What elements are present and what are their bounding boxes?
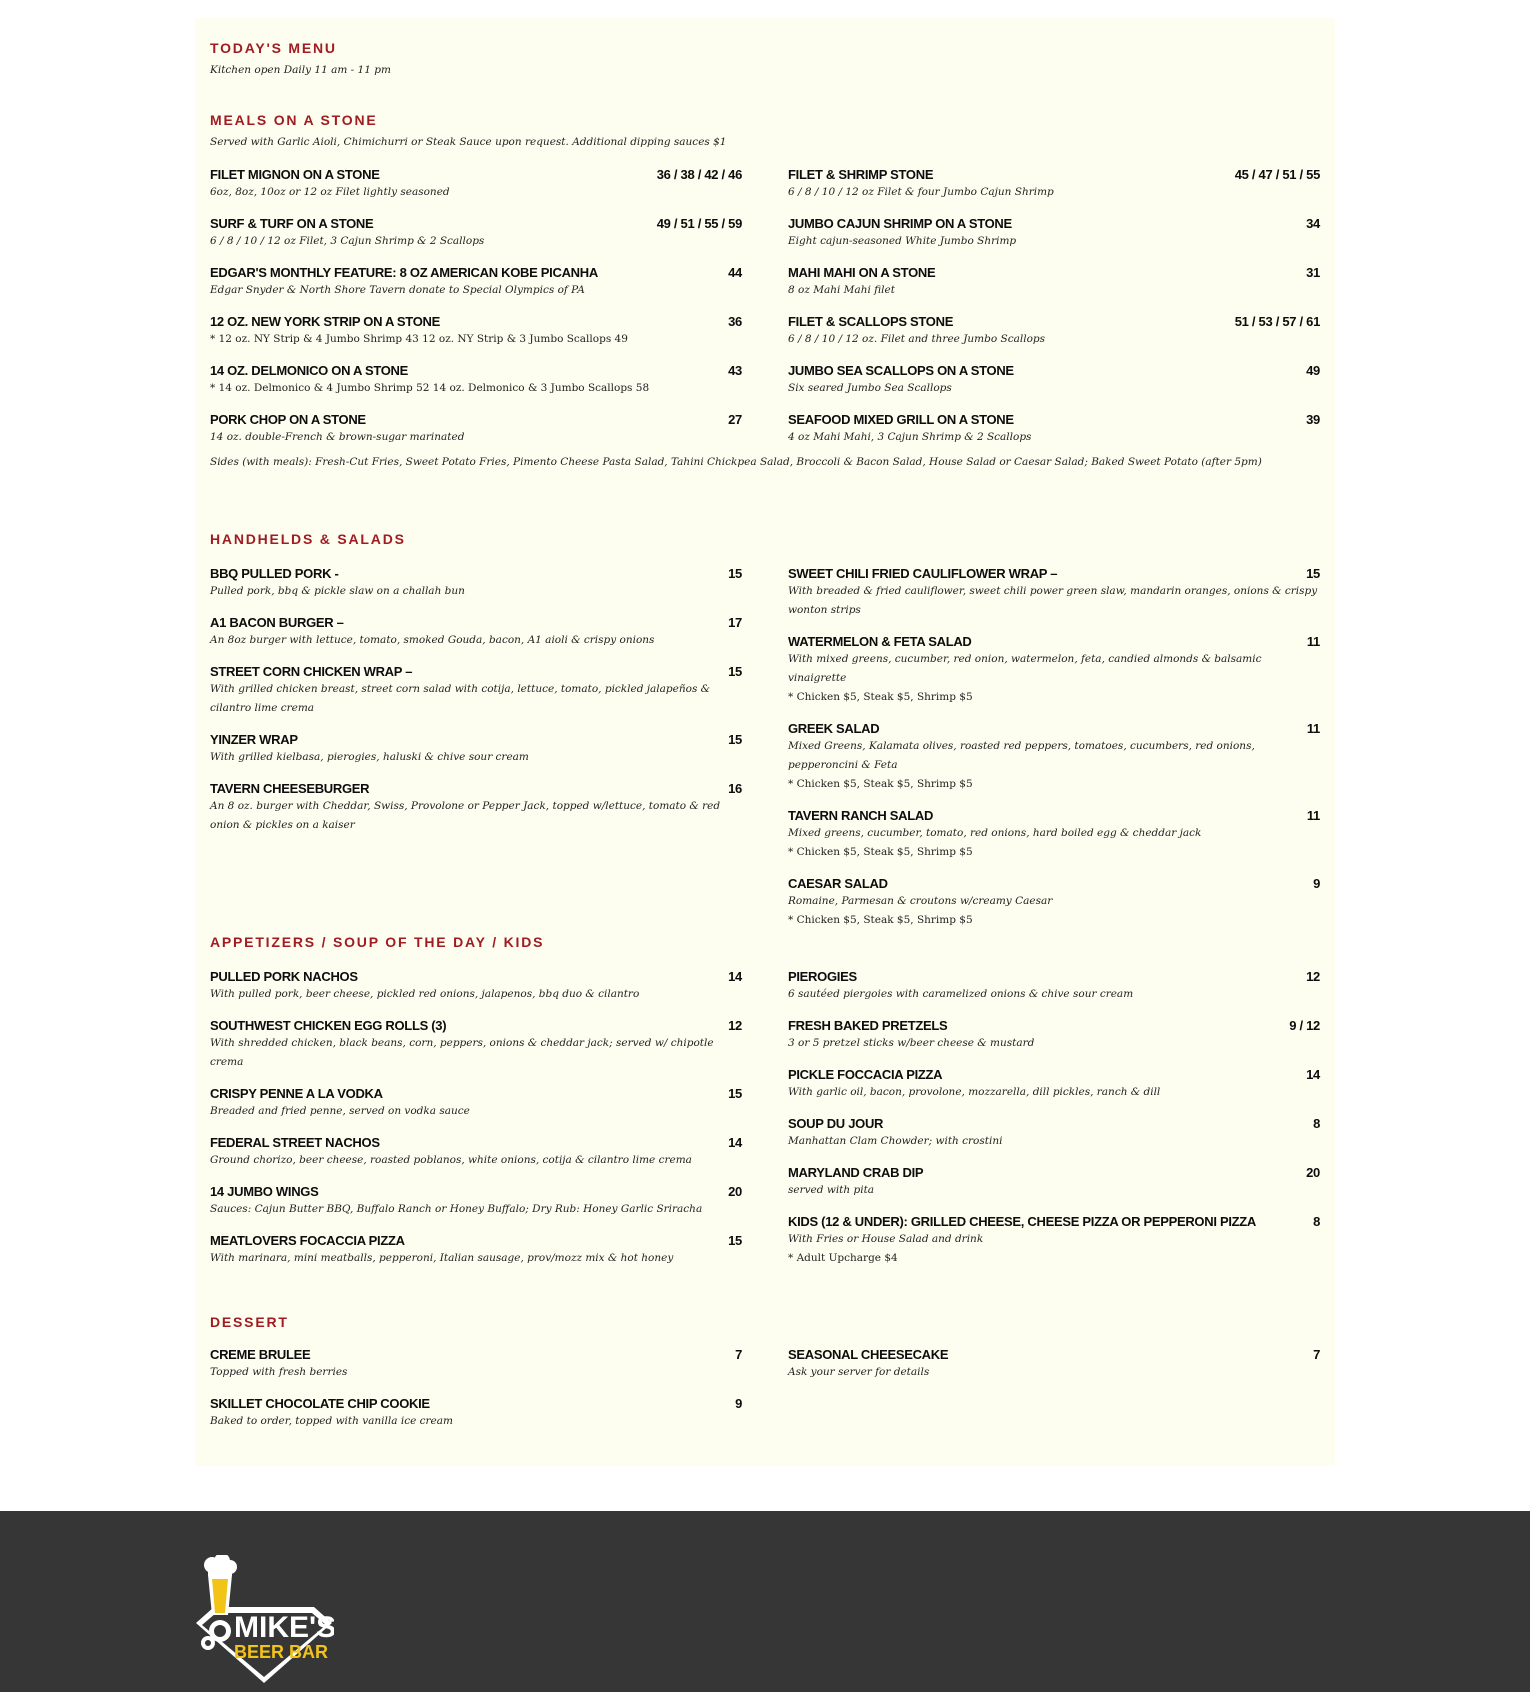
menu-item-header	[210, 1183, 742, 1200]
menu-item-name: PIEROGIES	[788, 969, 857, 984]
menu-item-addon: * Adult Upcharge $4	[788, 1252, 898, 1264]
menu-item-description: With marinara, mini meatballs, pepperoni, Italian sausage, prov/mozz mix & hot honey	[210, 1252, 674, 1264]
section-dessert	[210, 1314, 1320, 1444]
menu-item-name: A1 BACON BURGER –	[210, 615, 344, 630]
mikes-beer-bar-logo[interactable]	[194, 1555, 334, 1685]
menu-item-description: Romaine, Parmesan & croutons w/creamy Caesar	[788, 895, 1053, 907]
menu-item-header	[210, 780, 742, 797]
menu-item-price: 20	[1306, 1165, 1320, 1180]
menu-item-price: 49	[1306, 363, 1320, 378]
section-meals	[210, 112, 1320, 468]
menu-item-description: With shredded chicken, black beans, corn, peppers, onions & cheddar jack; served w/ chipotle crema	[210, 1037, 714, 1068]
menu-item-header	[210, 1017, 742, 1034]
menu-item-header	[210, 1134, 742, 1151]
menu-item	[788, 1164, 1320, 1200]
menu-item-name: PICKLE FOCCACIA PIZZA	[788, 1067, 943, 1082]
menu-item-price: 11	[1306, 721, 1320, 736]
menu-item	[788, 362, 1320, 398]
menu-item-name: PULLED PORK NACHOS	[210, 969, 358, 984]
menu-item-price: 49 / 51 / 55 / 59	[656, 216, 742, 231]
menu-item-description: 8 oz Mahi Mahi filet	[788, 284, 895, 296]
menu-item-header	[210, 411, 742, 428]
menu-item-addon: * Chicken $5, Steak $5, Shrimp $5	[788, 778, 973, 790]
menu-item-price: 7	[735, 1347, 742, 1362]
menu-item-description: 6 / 8 / 10 / 12 oz. Filet and three Jumbo Scallops	[788, 333, 1045, 345]
menu-item-price: 36 / 38 / 42 / 46	[656, 167, 742, 182]
menu-item	[788, 313, 1320, 349]
menu-item-header	[788, 313, 1320, 330]
section-title: DESSERT	[210, 1314, 289, 1330]
menu-item-description: Eight cajun-seasoned White Jumbo Shrimp	[788, 235, 1017, 247]
menu-item	[788, 875, 1320, 930]
menu-item-description: Edgar Snyder & North Shore Tavern donate to Special Olympics of PA	[210, 284, 585, 296]
menu-item-name: STREET CORN CHICKEN WRAP –	[210, 664, 413, 679]
menu-item-name: 12 OZ. NEW YORK STRIP ON A STONE	[210, 314, 440, 329]
site-footer	[0, 1511, 1530, 1692]
menu-item-name: SOUTHWEST CHICKEN EGG ROLLS (3)	[210, 1018, 447, 1033]
menu-item-name: SOUP DU JOUR	[788, 1116, 884, 1131]
menu-item-price: 45 / 47 / 51 / 55	[1234, 167, 1320, 182]
menu-item-description: An 8 oz. burger with Cheddar, Swiss, Provolone or Pepper Jack, topped w/lettuce, tomato & red onion & pickles on a kaiser	[210, 800, 721, 831]
menu-item	[788, 1115, 1320, 1151]
menu-item-name: 14 OZ. DELMONICO ON A STONE	[210, 363, 408, 378]
menu-item-price: 15	[728, 566, 742, 581]
menu-item-name: JUMBO SEA SCALLOPS ON A STONE	[788, 363, 1014, 378]
menu-item-price: 36	[728, 314, 742, 329]
menu-item-description: 4 oz Mahi Mahi, 3 Cajun Shrimp & 2 Scallops	[788, 431, 1032, 443]
menu-item-name: JUMBO CAJUN SHRIMP ON A STONE	[788, 216, 1012, 231]
menu-item-header	[788, 565, 1320, 582]
menu-item-price: 34	[1306, 216, 1320, 231]
menu-item	[210, 313, 742, 349]
section-appetizers	[210, 934, 1320, 1281]
menu-item-price: 27	[728, 412, 742, 427]
logo-name-text: MIKE'S	[234, 1611, 334, 1644]
menu-item	[210, 411, 742, 447]
menu-item-header	[788, 1164, 1320, 1181]
menu-item-description: Pulled pork, bbq & pickle slaw on a challah bun	[210, 585, 465, 597]
menu-item	[788, 1017, 1320, 1053]
menu-item	[788, 807, 1320, 862]
menu-item-name: SWEET CHILI FRIED CAULIFLOWER WRAP –	[788, 566, 1058, 581]
menu-item-price: 11	[1306, 808, 1320, 823]
menu-item-description: 6oz, 8oz, 10oz or 12 oz Filet lightly seasoned	[210, 186, 450, 198]
menu-item-price: 15	[728, 1233, 742, 1248]
menu-item-description: Ground chorizo, beer cheese, roasted poblanos, white onions, cotija & cilantro lime crema	[210, 1154, 692, 1166]
menu-item	[210, 1183, 742, 1219]
menu-item-header	[210, 264, 742, 281]
menu-item-header	[788, 720, 1320, 737]
section-note: Served with Garlic Aioli, Chimichurri or Steak Sauce upon request. Additional dipping sauces $1	[210, 136, 727, 148]
menu-item-name: CAESAR SALAD	[788, 876, 888, 891]
menu-item-price: 7	[1313, 1347, 1320, 1362]
menu-item	[788, 215, 1320, 251]
sides-note: Sides (with meals): Fresh-Cut Fries, Sweet Potato Fries, Pimento Cheese Pasta Salad, Tahini Chickpea Salad, Broccoli & Bacon Salad, House Salad or Caesar Salad; Baked Sweet Potato (after 5pm)	[210, 456, 1262, 468]
menu-item	[788, 411, 1320, 447]
beer-glass-logo-icon	[194, 1555, 334, 1685]
menu-item	[210, 1085, 742, 1121]
menu-item-description: 3 or 5 pretzel sticks w/beer cheese & mustard	[788, 1037, 1035, 1049]
menu-item	[210, 1232, 742, 1268]
menu-item-price: 8	[1313, 1116, 1320, 1131]
menu-item	[788, 633, 1320, 707]
handhelds-left-column	[210, 565, 742, 943]
menu-item-name: PORK CHOP ON A STONE	[210, 412, 366, 427]
menu-item-name: TAVERN RANCH SALAD	[788, 808, 934, 823]
menu-item-description: Manhattan Clam Chowder; with crostini	[788, 1135, 1003, 1147]
menu-item-description: served with pita	[788, 1184, 875, 1196]
menu-item-description: 6 / 8 / 10 / 12 oz Filet & four Jumbo Cajun Shrimp	[788, 186, 1054, 198]
menu-item-header	[788, 1115, 1320, 1132]
menu-item-price: 15	[1306, 566, 1320, 581]
menu-item-price: 12	[728, 1018, 742, 1033]
menu-item-description: Mixed Greens, Kalamata olives, roasted red peppers, tomatoes, cucumbers, red onions, pepperoncini & Feta	[788, 740, 1255, 771]
menu-item-price: 31	[1306, 265, 1320, 280]
menu-item-header	[210, 1346, 742, 1363]
menu-item-name: FILET & SCALLOPS STONE	[788, 314, 954, 329]
menu-item-name: YINZER WRAP	[210, 732, 298, 747]
menu-item-header	[788, 1213, 1320, 1230]
menu-item-price: 11	[1306, 634, 1320, 649]
section-title: HANDHELDS & SALADS	[210, 531, 406, 547]
menu-item	[788, 264, 1320, 300]
menu-item-name: MARYLAND CRAB DIP	[788, 1165, 924, 1180]
menu-item-description: 6 / 8 / 10 / 12 oz Filet, 3 Cajun Shrimp & 2 Scallops	[210, 235, 485, 247]
menu-item-header	[210, 1085, 742, 1102]
menu-item	[210, 731, 742, 767]
menu-item	[788, 1346, 1320, 1382]
menu-item-name: KIDS (12 & UNDER): GRILLED CHEESE, CHEESE PIZZA OR PEPPERONI PIZZA	[788, 1214, 1256, 1229]
menu-item-header	[788, 215, 1320, 232]
menu-item-addon: * 14 oz. Delmonico & 4 Jumbo Shrimp 52 14 oz. Delmonico & 3 Jumbo Scallops 58	[210, 382, 650, 394]
menu-item-description: With pulled pork, beer cheese, pickled red onions, jalapenos, bbq duo & cilantro	[210, 988, 640, 1000]
menu-item-description: Six seared Jumbo Sea Scallops	[788, 382, 952, 394]
menu-item	[788, 565, 1320, 620]
menu-item-name: MAHI MAHI ON A STONE	[788, 265, 936, 280]
menu-item-header	[788, 633, 1320, 650]
menu-item-name: BBQ PULLED PORK -	[210, 566, 339, 581]
menu-item	[788, 166, 1320, 202]
menu-item-description: With mixed greens, cucumber, red onion, watermelon, feta, candied almonds & balsamic vinaigrette	[788, 653, 1262, 684]
menu-item-addon: * Chicken $5, Steak $5, Shrimp $5	[788, 846, 973, 858]
menu-item-name: MEATLOVERS FOCACCIA PIZZA	[210, 1233, 405, 1248]
meals-left-column	[210, 166, 742, 460]
menu-item	[210, 663, 742, 718]
menu-item	[788, 720, 1320, 794]
menu-item-header	[210, 968, 742, 985]
menu-item-header	[210, 166, 742, 183]
menu-item-price: 17	[728, 615, 742, 630]
menu-item-description: 14 oz. double-French & brown-sugar marinated	[210, 431, 465, 443]
menu-item-header	[210, 362, 742, 379]
menu-item-header	[788, 968, 1320, 985]
menu-item-header	[210, 565, 742, 582]
menu-item-header	[210, 663, 742, 680]
menu-item	[788, 1213, 1320, 1268]
menu-item-description: With garlic oil, bacon, provolone, mozzarella, dill pickles, ranch & dill	[788, 1086, 1161, 1098]
menu-item	[210, 565, 742, 601]
logo-subtitle-text: BEER BAR	[234, 1642, 329, 1662]
appetizers-left-column	[210, 968, 742, 1281]
kitchen-hours: Kitchen open Daily 11 am - 11 pm	[210, 64, 391, 76]
menu-item-description: With breaded & fried cauliflower, sweet chili power green slaw, mandarin oranges, onions & crispy wonton strips	[788, 585, 1318, 616]
menu-item-header	[788, 411, 1320, 428]
handhelds-right-column	[788, 565, 1320, 943]
menu-item-header	[788, 166, 1320, 183]
meals-right-column	[788, 166, 1320, 460]
menu-item-name: TAVERN CHEESEBURGER	[210, 781, 370, 796]
menu-panel	[195, 18, 1335, 1466]
menu-item-description: Ask your server for details	[788, 1366, 930, 1378]
menu-item-description: Breaded and fried penne, served on vodka sauce	[210, 1105, 470, 1117]
menu-item-price: 12	[1306, 969, 1320, 984]
menu-item-header	[210, 731, 742, 748]
menu-item-description: Baked to order, topped with vanilla ice cream	[210, 1415, 453, 1427]
menu-item-name: EDGAR'S MONTHLY FEATURE: 8 OZ AMERICAN KOBE PICANHA	[210, 265, 598, 280]
menu-item-header	[210, 1232, 742, 1249]
menu-item	[210, 1395, 742, 1431]
menu-item-description: Sauces: Cajun Butter BBQ, Buffalo Ranch or Honey Buffalo; Dry Rub: Honey Garlic Sriracha	[210, 1203, 703, 1215]
menu-item-price: 8	[1313, 1214, 1320, 1229]
menu-item-header	[788, 1066, 1320, 1083]
menu-item	[210, 1134, 742, 1170]
menu-item-header	[788, 1017, 1320, 1034]
dessert-left-column	[210, 1346, 742, 1444]
menu-item-description: With Fries or House Salad and drink	[788, 1233, 984, 1245]
menu-item-price: 9	[1313, 876, 1320, 891]
menu-item-header	[788, 807, 1320, 824]
menu-item-price: 14	[1306, 1067, 1320, 1082]
page-title: TODAY'S MENU	[210, 40, 337, 56]
menu-item-price: 15	[728, 1086, 742, 1101]
menu-item-name: SKILLET CHOCOLATE CHIP COOKIE	[210, 1396, 430, 1411]
menu-item-description: Mixed greens, cucumber, tomato, red onions, hard boiled egg & cheddar jack	[788, 827, 1202, 839]
menu-item	[210, 968, 742, 1004]
menu-item-price: 9	[735, 1396, 742, 1411]
menu-item-description: 6 sautéed piergoies with caramelized onions & chive sour cream	[788, 988, 1134, 1000]
menu-item-price: 39	[1306, 412, 1320, 427]
menu-item-name: GREEK SALAD	[788, 721, 880, 736]
menu-item-name: CREME BRULEE	[210, 1347, 311, 1362]
menu-item-header	[788, 875, 1320, 892]
menu-item-price: 9 / 12	[1289, 1018, 1320, 1033]
menu-item-name: FEDERAL STREET NACHOS	[210, 1135, 380, 1150]
menu-item-name: SURF & TURF ON A STONE	[210, 216, 374, 231]
menu-item	[788, 1066, 1320, 1102]
menu-item-name: CRISPY PENNE A LA VODKA	[210, 1086, 383, 1101]
menu-item	[210, 614, 742, 650]
menu-item-price: 43	[728, 363, 742, 378]
menu-item-price: 15	[728, 664, 742, 679]
menu-item	[788, 968, 1320, 1004]
menu-item-name: SEASONAL CHEESECAKE	[788, 1347, 949, 1362]
menu-item-header	[210, 614, 742, 631]
menu-item-name: SEAFOOD MIXED GRILL ON A STONE	[788, 412, 1014, 427]
menu-item	[210, 780, 742, 835]
section-handhelds	[210, 531, 1320, 943]
menu-item	[210, 1017, 742, 1072]
menu-item-name: FRESH BAKED PRETZELS	[788, 1018, 948, 1033]
menu-item-header	[788, 1346, 1320, 1363]
menu-item-price: 15	[728, 732, 742, 747]
menu-item-header	[210, 313, 742, 330]
menu-item-price: 44	[728, 265, 742, 280]
menu-item-price: 51 / 53 / 57 / 61	[1234, 314, 1320, 329]
menu-item-name: FILET & SHRIMP STONE	[788, 167, 934, 182]
menu-item	[210, 264, 742, 300]
menu-item-description: An 8oz burger with lettuce, tomato, smoked Gouda, bacon, A1 aioli & crispy onions	[210, 634, 655, 646]
dessert-right-column	[788, 1346, 1320, 1444]
section-title: APPETIZERS / SOUP OF THE DAY / KIDS	[210, 934, 545, 950]
menu-item-description: Topped with fresh berries	[210, 1366, 348, 1378]
menu-intro	[210, 40, 1320, 76]
menu-item-price: 16	[728, 781, 742, 796]
menu-item-name: FILET MIGNON ON A STONE	[210, 167, 380, 182]
menu-item-name: 14 JUMBO WINGS	[210, 1184, 319, 1199]
menu-item	[210, 1346, 742, 1382]
menu-item-header	[210, 1395, 742, 1412]
menu-item	[210, 362, 742, 398]
appetizers-right-column	[788, 968, 1320, 1281]
menu-item-name: WATERMELON & FETA SALAD	[788, 634, 972, 649]
menu-item-price: 14	[728, 969, 742, 984]
menu-item	[210, 215, 742, 251]
menu-item-price: 14	[728, 1135, 742, 1150]
section-title: MEALS ON A STONE	[210, 112, 378, 128]
menu-item-addon: * Chicken $5, Steak $5, Shrimp $5	[788, 914, 973, 926]
menu-item-header	[788, 362, 1320, 379]
menu-item-addon: * Chicken $5, Steak $5, Shrimp $5	[788, 691, 973, 703]
menu-item-header	[788, 264, 1320, 281]
menu-item	[210, 166, 742, 202]
menu-item-description: With grilled kielbasa, pierogies, haluski & chive sour cream	[210, 751, 529, 763]
menu-item-price: 20	[728, 1184, 742, 1199]
menu-item-description: With grilled chicken breast, street corn salad with cotija, lettuce, tomato, pickled jalapeños & cilantro lime crema	[210, 683, 711, 714]
menu-item-addon: * 12 oz. NY Strip & 4 Jumbo Shrimp 43 12 oz. NY Strip & 3 Jumbo Scallops 49	[210, 333, 628, 345]
menu-item-header	[210, 215, 742, 232]
